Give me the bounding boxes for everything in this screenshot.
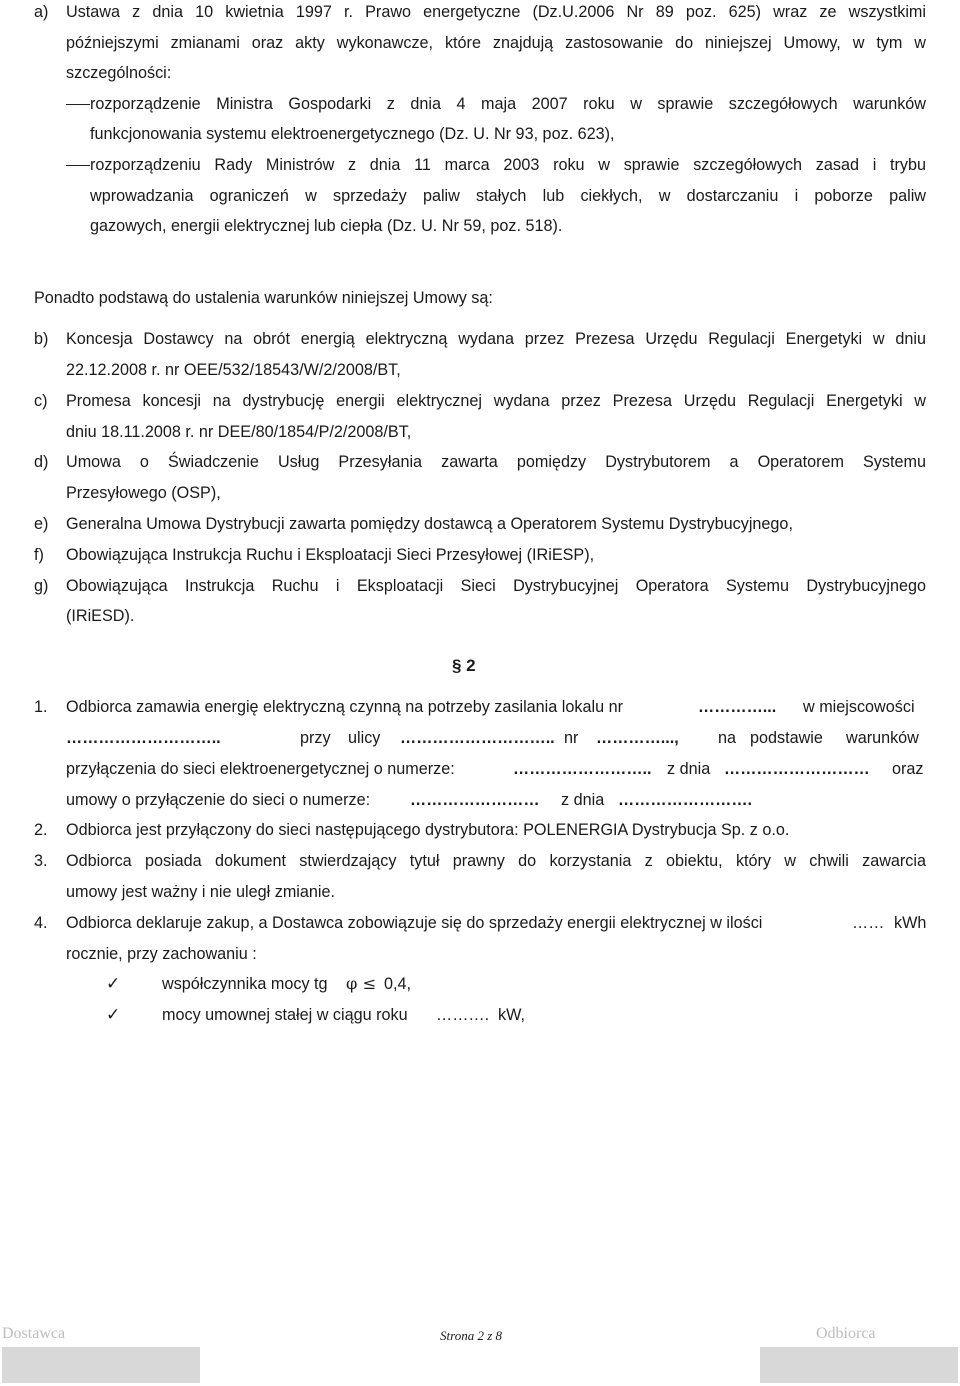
p1-word-przy: przy bbox=[300, 729, 331, 747]
item-f-line1: Obowiązująca Instrukcja Ruchu i Eksploatacji Sieci Przesyłowej (IRiESP), bbox=[66, 546, 595, 564]
p4-blank-moc[interactable]: ………. bbox=[436, 1006, 490, 1024]
footer-page-number: Strona 2 z 8 bbox=[440, 1328, 502, 1343]
item-label-b: b) bbox=[34, 330, 49, 348]
p4-check2-unit: kW, bbox=[498, 1006, 525, 1024]
p1-line4-text: umowy o przyłączenie do sieci o numerze: bbox=[66, 791, 371, 809]
p2-text: Odbiorca jest przyłączony do sieci następującego dystrybutora: POLENERGIA Dystrybucja Sp. z o.o. bbox=[66, 821, 790, 839]
item-e-line1: Generalna Umowa Dystrybucji zawarta pomiędzy dostawcą a Operatorem Systemu Dystrybucyjnego, bbox=[66, 515, 793, 533]
p1-line3-zdnia: z dnia bbox=[667, 760, 711, 778]
checkmark-icon: ✓ bbox=[106, 974, 121, 994]
point-number-4: 4. bbox=[34, 914, 48, 932]
item-label-c: c) bbox=[34, 392, 48, 410]
sub2-line1: rozporządzeniu Rady Ministrów z dnia 11 marca 2003 roku w sprawie szczegółowych zasad i trybu bbox=[90, 156, 926, 174]
p3-line1: Odbiorca posiada dokument stwierdzający tytuł prawny do korzystania z obiektu, który w chwili zawarcia bbox=[66, 852, 926, 870]
sub2-line2: wprowadzania ograniczeń w sprzedaży paliw stałych lub ciekłych, w dostarczaniu i poborze paliw bbox=[90, 187, 926, 205]
item-d-line1: Umowa o Świadczenie Usług Przesyłania zawarta pomiędzy Dystrybutorem a Operatorem Systemu bbox=[66, 453, 926, 471]
p4-check2-text: mocy umownej stałej w ciągu roku bbox=[162, 1006, 408, 1024]
p1-blank-warunki-data[interactable]: ……………………… bbox=[724, 760, 870, 778]
p1-line4-zdnia: z dnia bbox=[561, 791, 605, 809]
p4-line2: rocznie, przy zachowaniu : bbox=[66, 945, 257, 963]
item-label-e: e) bbox=[34, 515, 49, 533]
item-label-d: d) bbox=[34, 453, 49, 471]
p1-blank-umowa-nr[interactable]: …………………… bbox=[410, 791, 540, 809]
section-heading: § 2 bbox=[452, 656, 476, 675]
item-b-line1: Koncesja Dostawcy na obrót energią elektryczną wydana przez Prezesa Urzędu Regulacji Energetyki w dniu bbox=[66, 330, 926, 348]
p1-word-na: na bbox=[718, 729, 737, 747]
item-a-line1: Ustawa z dnia 10 kwietnia 1997 r. Prawo energetyczne (Dz.U.2006 Nr 89 poz. 625) wraz ze wszystkimi bbox=[66, 3, 926, 21]
item-d-line2: Przesyłowego (OSP), bbox=[66, 484, 221, 502]
item-c-line2: dniu 18.11.2008 r. nr DEE/80/1854/P/2/2008/BT, bbox=[66, 423, 412, 441]
sub2-line3: gazowych, energii elektrycznej lub ciepła (Dz. U. Nr 59, poz. 518). bbox=[90, 217, 563, 235]
p1-word-nr: nr bbox=[564, 729, 579, 747]
point-number-3: 3. bbox=[34, 852, 48, 870]
item-g-line1: Obowiązująca Instrukcja Ruchu i Eksploatacji Sieci Dystrybucyjnej Operatora Systemu Dystrybucyjnego bbox=[66, 577, 926, 595]
dash-bullet-icon bbox=[66, 165, 90, 166]
p1-word-warunkow: warunków bbox=[846, 729, 919, 747]
p1-blank-lokal[interactable]: …………... bbox=[698, 698, 777, 716]
item-label-f: f) bbox=[34, 546, 44, 564]
dash-bullet-icon bbox=[66, 104, 90, 105]
footer-dostawca: Dostawca bbox=[2, 1325, 66, 1342]
item-a-line3: szczególności: bbox=[66, 64, 172, 82]
item-label-a: a) bbox=[34, 3, 49, 21]
p4-unit-kwh: kWh bbox=[894, 914, 927, 932]
checkmark-icon: ✓ bbox=[106, 1005, 121, 1025]
p1-line1-tail: w miejscowości bbox=[803, 698, 915, 716]
point-number-1: 1. bbox=[34, 698, 48, 716]
p1-blank-ulica[interactable]: ……………………….. bbox=[400, 729, 555, 747]
signature-box-odbiorca bbox=[760, 1347, 958, 1383]
p4-blank-ilosc[interactable]: …… bbox=[852, 914, 885, 932]
p4-line1-text: Odbiorca deklaruje zakup, a Dostawca zobowiązuje się do sprzedaży energii elektrycznej w ilości bbox=[66, 914, 763, 932]
basis-heading: Ponadto podstawą do ustalenia warunków niniejszej Umowy są: bbox=[34, 289, 493, 307]
sub1-line2: funkcjonowania systemu elektroenergetycznego (Dz. U. Nr 93, poz. 623), bbox=[90, 125, 615, 143]
p4-check1-text: współczynnika mocy tg bbox=[162, 975, 328, 993]
sub1-line1: rozporządzenie Ministra Gospodarki z dnia 4 maja 2007 roku w sprawie szczegółowych warunków bbox=[90, 95, 926, 113]
p4-check1-value: 0,4, bbox=[384, 975, 412, 993]
item-g-line2: (IRiESD). bbox=[66, 607, 135, 625]
p1-line1-text: Odbiorca zamawia energię elektryczną czynną na potrzeby zasilania lokalu nr bbox=[66, 698, 623, 716]
p1-line3-oraz: oraz bbox=[892, 760, 924, 778]
item-a-line2: późniejszymi zmianami oraz akty wykonawcze, które znajdują zastosowanie do niniejszej Umowy, w tym w bbox=[66, 34, 926, 52]
p1-blank-umowa-data[interactable]: ……………………. bbox=[618, 791, 752, 809]
item-b-line2: 22.12.2008 r. nr OEE/532/18543/W/2/2008/BT, bbox=[66, 361, 401, 379]
footer-odbiorca: Odbiorca bbox=[816, 1325, 876, 1342]
p3-line2: umowy jest ważny i nie uległ zmianie. bbox=[66, 883, 336, 901]
item-label-g: g) bbox=[34, 577, 49, 595]
p4-check1-symbol: φ ≤ bbox=[346, 974, 377, 993]
item-c-line1: Promesa koncesji na dystrybucję energii elektrycznej wydana przez Prezesa Urzędu Regulacji Energetyki w bbox=[66, 392, 926, 410]
p1-line3-text: przyłączenia do sieci elektroenergetycznej o numerze: bbox=[66, 760, 455, 778]
p1-word-podstawie: podstawie bbox=[750, 729, 823, 747]
p1-blank-miejscowosc[interactable]: ……………………….. bbox=[66, 729, 221, 747]
point-number-2: 2. bbox=[34, 821, 48, 839]
signature-box-dostawca bbox=[2, 1347, 200, 1383]
p1-blank-nr[interactable]: …………..., bbox=[596, 729, 679, 747]
p1-word-ulicy: ulicy bbox=[348, 729, 381, 747]
p1-blank-warunki-nr[interactable]: …………………….. bbox=[513, 760, 652, 778]
